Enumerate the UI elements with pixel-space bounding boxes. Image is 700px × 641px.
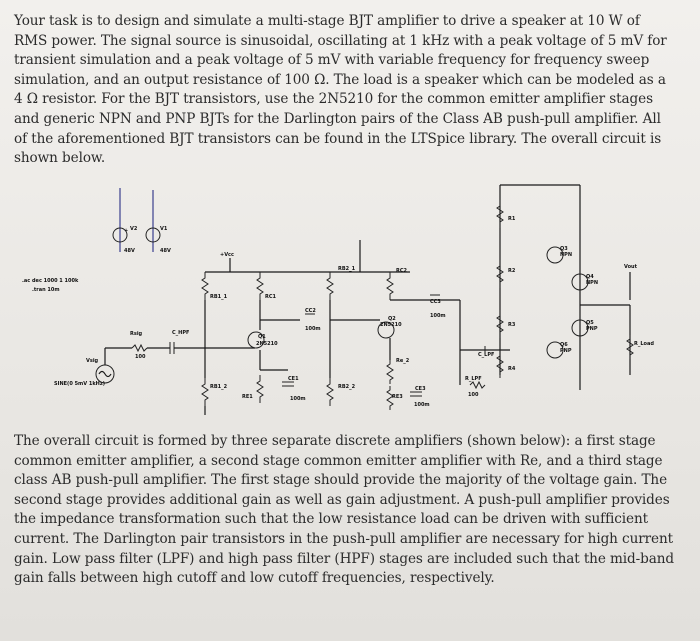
v2-value: 48V bbox=[124, 248, 135, 254]
q6-type: PNP bbox=[560, 348, 572, 354]
rc2-resistor bbox=[387, 272, 393, 300]
r3-label: R3 bbox=[508, 322, 516, 328]
rb2-1-resistor bbox=[327, 272, 333, 300]
q5-label: Q5 bbox=[586, 320, 594, 326]
q5-type: PNP bbox=[586, 326, 598, 332]
rb1-2-resistor bbox=[202, 378, 208, 406]
q4-type: NPN bbox=[586, 280, 599, 286]
q3-label: Q3 bbox=[560, 246, 568, 252]
clpf-label: C_LPF bbox=[478, 352, 495, 358]
rb2-1-label: RB2_1 bbox=[338, 266, 356, 272]
cc2-value: 100m bbox=[305, 326, 321, 332]
ce1-label: CE1 bbox=[288, 376, 299, 382]
q2-label: Q2 bbox=[388, 316, 396, 322]
cc3-label: CC3 bbox=[430, 299, 441, 305]
re3-label: RE3 bbox=[392, 394, 403, 400]
r2-label: R2 bbox=[508, 268, 516, 274]
v2-label: V2 bbox=[130, 226, 138, 232]
r2-resistor bbox=[497, 260, 503, 288]
v1-label: V1 bbox=[160, 226, 168, 232]
ce3-value: 100m bbox=[414, 402, 430, 408]
q6-label: Q6 bbox=[560, 342, 568, 348]
cc2-label: CC2 bbox=[305, 308, 316, 314]
q1-label: Q1 bbox=[258, 334, 266, 340]
signal-source bbox=[54, 348, 132, 387]
q1-model: 2N5210 bbox=[256, 341, 278, 347]
rc1-resistor bbox=[257, 272, 263, 300]
r4-resistor bbox=[497, 350, 503, 378]
rb1-1-resistor bbox=[202, 272, 208, 300]
chpf-label: C_HPF bbox=[172, 330, 190, 336]
r1-label: R1 bbox=[508, 216, 516, 222]
rb2-2-resistor bbox=[327, 378, 333, 406]
intro-paragraph: Your task is to design and simulate a multi-stage BJT amplifier to drive a speaker at 10 W of RMS power. The signal source is sinusoidal, oscillating at 1 kHz with a peak voltage of 5 mV for transient simulation and a peak voltage of 5 mV with variable frequency for frequency sweep simulation, and an output resistance of 100 Ω. The load is a speaker which can be modeled as a 4 Ω resistor. For the BJT transistors, use the 2N5210 for the common emitter amplifier stages and generic NPN and PNP BJTs for the Darlington pairs of the Class AB push-pull amplifier. All of the aforementioned BJT transistors can be found in the LTSpice library. The overall circuit is shown below. bbox=[14, 13, 667, 167]
rc2-label: RC2 bbox=[396, 268, 407, 274]
rlpf-value: 100 bbox=[468, 392, 479, 398]
vout-label: Vout bbox=[624, 264, 637, 270]
vcc-label-1: +Vcc bbox=[220, 252, 234, 258]
vsig-label: Vsig bbox=[86, 358, 99, 364]
supply-v2 bbox=[113, 188, 138, 254]
cc3-value: 100m bbox=[430, 313, 446, 319]
rload-resistor bbox=[627, 335, 633, 359]
re1-resistor bbox=[257, 375, 263, 403]
rb1-1-label: RB1_1 bbox=[210, 294, 228, 300]
q2-model: 2N5210 bbox=[380, 322, 402, 328]
ce3-label: CE3 bbox=[415, 386, 426, 392]
q3-type: NPN bbox=[560, 252, 573, 258]
rc1-label: RC1 bbox=[265, 294, 276, 300]
r3-resistor bbox=[497, 310, 503, 338]
r1-resistor bbox=[497, 200, 503, 228]
q4-label: Q4 bbox=[586, 274, 594, 280]
vsig-spec: SINE(0 5mV 1kHz) bbox=[54, 381, 106, 387]
rb1-2-label: RB1_2 bbox=[210, 384, 228, 390]
circuit-schematic bbox=[20, 160, 690, 425]
rsig-resistor bbox=[132, 345, 147, 351]
ce1-value: 100m bbox=[290, 396, 306, 402]
rlpf-label: R_LPF bbox=[465, 376, 482, 382]
rload-label: R_Load bbox=[634, 341, 654, 347]
v1-value: 48V bbox=[160, 248, 171, 254]
rb2-2-label: RB2_2 bbox=[338, 384, 356, 390]
rsig-value: 100 bbox=[135, 354, 146, 360]
tran-directive: .tran 10m bbox=[32, 287, 60, 293]
re1-label: RE1 bbox=[242, 394, 253, 400]
re2-label: Re_2 bbox=[396, 358, 410, 364]
svg-text:+: + bbox=[124, 228, 129, 234]
ac-directive: .ac dec 1000 1 100k bbox=[22, 278, 79, 284]
supply-v1 bbox=[146, 190, 171, 254]
rlpf-resistor bbox=[470, 382, 485, 388]
r4-label: R4 bbox=[508, 366, 516, 372]
rsig-label: Rsig bbox=[130, 331, 143, 337]
re2-resistor bbox=[387, 360, 393, 384]
outro-paragraph: The overall circuit is formed by three separate discrete amplifiers (shown below): a first stage common emitter amplifier, a second stage common emitter amplifier with Re, and a third stage class AB push-pull amplifier. The first stage should provide the majority of the voltage gain. The second stage provides additional gain as well as gain adjustment. A push-pull amplifier provides the impedance transformation such that the low resistance load can be driven with sufficient current. The Darlington pair transistors in the push-pull amplifier are necessary for high current gain. Low pass filter (LPF) and high pass filter (HPF) stages are included such that the mid-band gain falls between high cutoff and low cutoff frequencies, respectively. bbox=[14, 433, 674, 587]
